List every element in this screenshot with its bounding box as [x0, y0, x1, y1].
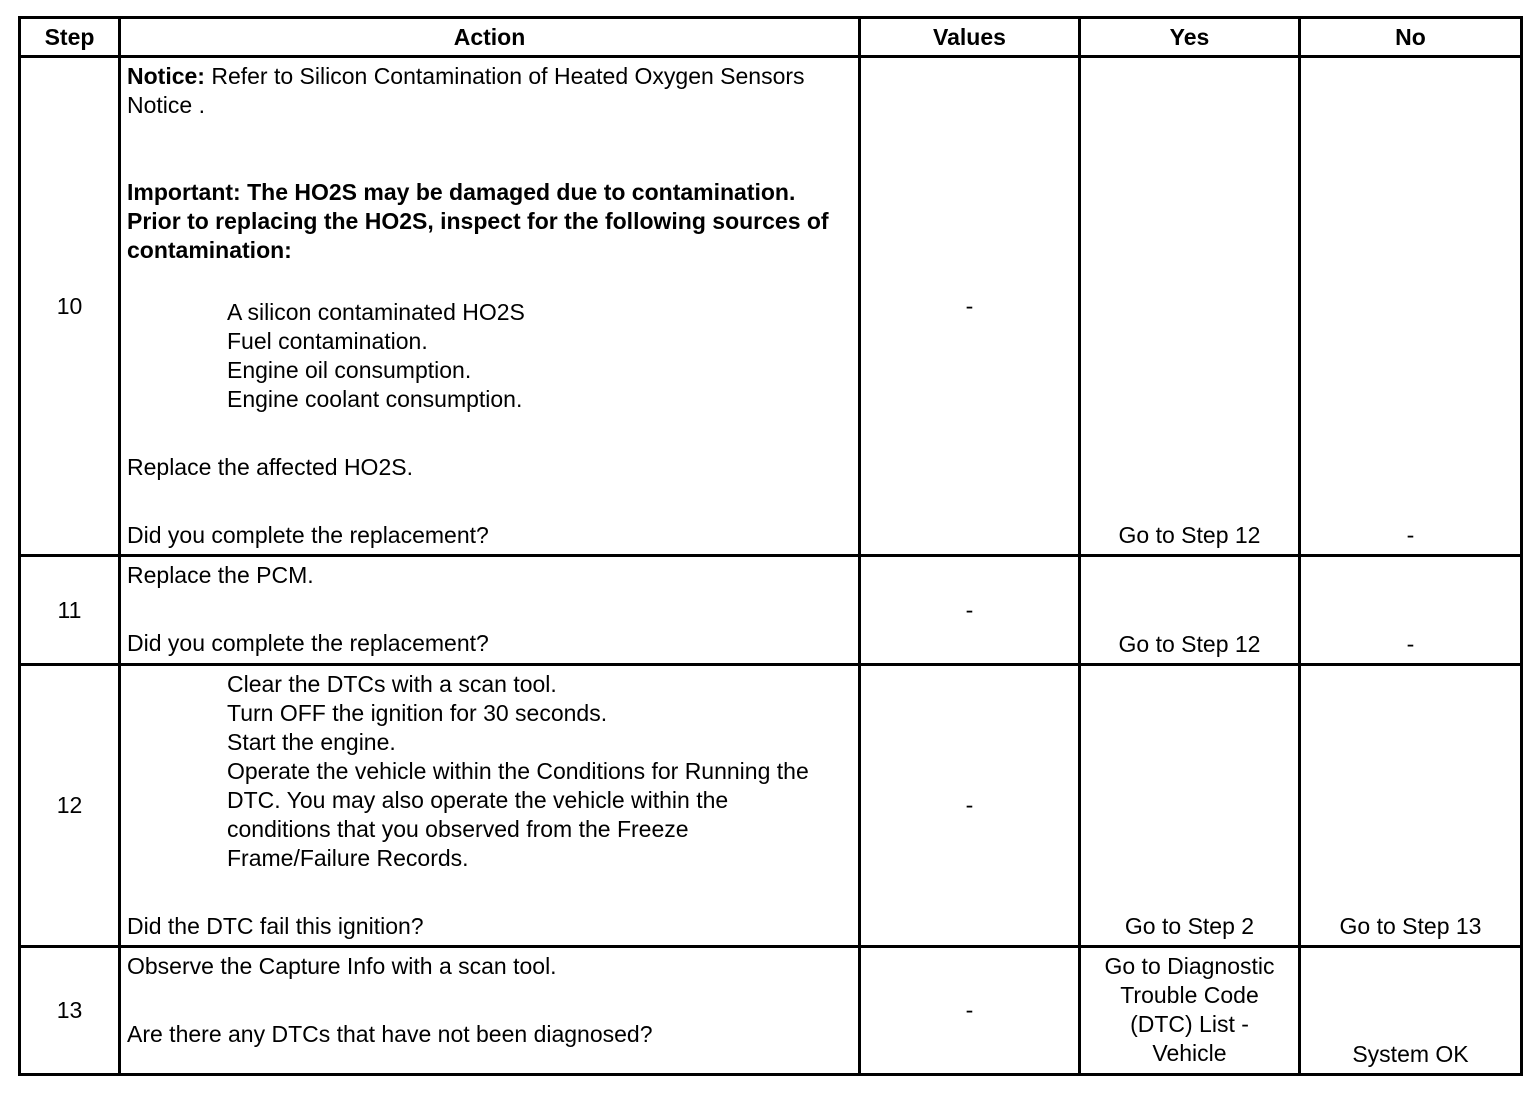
yes-cell [1080, 665, 1300, 947]
step-number: 11 [20, 556, 120, 665]
list-item: Turn OFF the ignition for 30 seconds. [227, 700, 608, 726]
diagnostic-table [18, 16, 1523, 1076]
procedure-list [127, 670, 852, 873]
step-number: 10 [20, 57, 120, 556]
header-no: No [1300, 18, 1522, 57]
list-item: Operate the vehicle within the Conditions for Running the DTC. You may also operate the vehicle within the conditions that you observed from the Freeze Frame/Failure Records. [227, 758, 809, 871]
header-step: Step [20, 18, 120, 57]
list-item: Engine coolant consumption. [227, 386, 523, 412]
no-cell [1300, 665, 1522, 947]
list-item: A silicon contaminated HO2S [227, 299, 525, 325]
instruction-text: Replace the PCM. [127, 562, 314, 588]
yes-link[interactable]: Go to Diagnostic Trouble Code (DTC) List - Vehicle [1104, 953, 1275, 1066]
instruction-text: Observe the Capture Info with a scan tool. [127, 953, 557, 979]
header-yes: Yes [1080, 18, 1300, 57]
yes-cell [1080, 556, 1300, 665]
table-row [20, 57, 1522, 556]
action-cell [120, 665, 860, 947]
yes-link[interactable]: Go to Step 12 [1118, 522, 1261, 548]
action-cell [120, 947, 860, 1075]
table-row [20, 665, 1522, 947]
header-action: Action [120, 18, 860, 57]
question-text: Did you complete the replacement? [127, 522, 489, 548]
no-cell [1300, 947, 1522, 1075]
yes-cell [1080, 947, 1300, 1075]
header-row [20, 18, 1522, 57]
table-row [20, 556, 1522, 665]
no-value: - [1406, 631, 1415, 657]
list-item: Engine oil consumption. [227, 357, 472, 383]
no-cell [1300, 57, 1522, 556]
important-text: Important: The HO2S may be damaged due to contamination. Prior to replacing the HO2S, inspect for the following sources of contamination: [127, 179, 829, 263]
table-row [20, 947, 1522, 1075]
list-item: Start the engine. [227, 729, 396, 755]
list-item: Fuel contamination. [227, 328, 428, 354]
notice-text: Notice: Refer to Silicon Contamination of Heated Oxygen Sensors Notice . [127, 63, 805, 118]
action-cell [120, 57, 860, 556]
no-cell [1300, 556, 1522, 665]
question-text: Did the DTC fail this ignition? [127, 913, 424, 939]
question-text: Did you complete the replacement? [127, 630, 489, 656]
no-value: - [1406, 522, 1415, 548]
no-value: System OK [1352, 1041, 1469, 1067]
question-text: Are there any DTCs that have not been diagnosed? [127, 1021, 653, 1047]
list-item: Clear the DTCs with a scan tool. [227, 671, 557, 697]
values-cell: - [860, 947, 1080, 1075]
notice-label: Notice: [127, 63, 205, 89]
contamination-list [127, 298, 852, 414]
step-number: 12 [20, 665, 120, 947]
values-cell: - [860, 556, 1080, 665]
instruction-text: Replace the affected HO2S. [127, 454, 413, 480]
yes-link[interactable]: Go to Step 2 [1124, 913, 1255, 939]
step-number: 13 [20, 947, 120, 1075]
values-cell: - [860, 665, 1080, 947]
values-cell: - [860, 57, 1080, 556]
yes-link[interactable]: Go to Step 12 [1118, 631, 1261, 657]
action-cell [120, 556, 860, 665]
diagnostic-table-page [18, 16, 1520, 1077]
header-values: Values [860, 18, 1080, 57]
no-link[interactable]: Go to Step 13 [1339, 913, 1482, 939]
yes-cell [1080, 57, 1300, 556]
